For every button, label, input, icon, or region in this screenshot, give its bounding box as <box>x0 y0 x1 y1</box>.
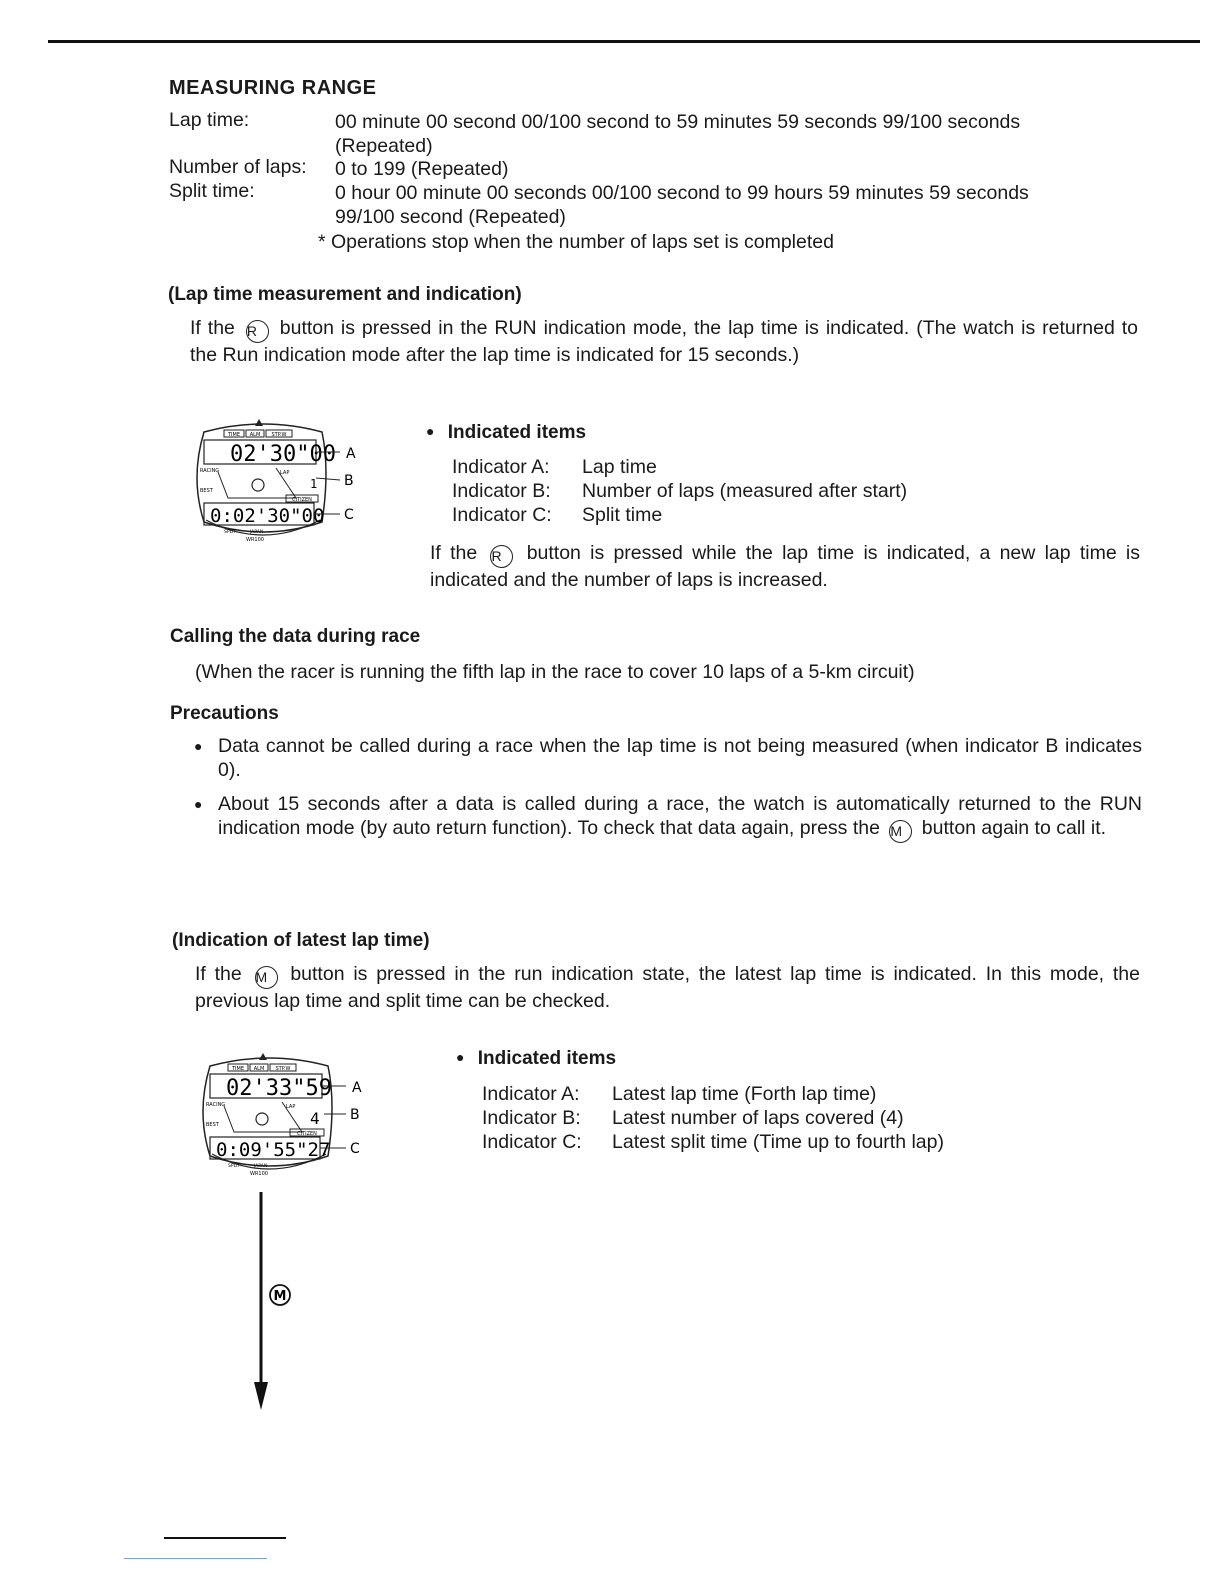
indicator-c-row-1 <box>452 503 907 527</box>
r-button-icon: R <box>490 545 513 568</box>
watch2-callout-c: C <box>350 1141 360 1157</box>
m-button-icon: M <box>273 1289 287 1304</box>
down-arrow-diagram <box>240 1190 300 1415</box>
r-button-icon: R <box>246 320 269 343</box>
lap-measurement-paragraph <box>190 316 1138 367</box>
watch2-lap-label: LAP <box>286 1104 296 1110</box>
indicator-b-row-1 <box>452 479 907 503</box>
new-lap-para-pre: If the <box>430 542 478 564</box>
watch1-japan-label: JAPAN <box>250 530 264 535</box>
watch2-best-label: BEST <box>206 1122 219 1128</box>
indicator-value: Latest split time (Time up to fourth lap) <box>612 1131 944 1153</box>
lap-time-value <box>335 110 1095 158</box>
arrow-down-icon <box>254 1382 268 1410</box>
watch1-tab-time: TIME <box>227 432 241 438</box>
indicated-items-label-2: Indicated items <box>477 1048 617 1069</box>
lap-time-value-line1: 00 minute 00 second 00/100 second to 59 minutes 59 seconds 99/100 seconds <box>335 111 1021 133</box>
indicator-a-row-1 <box>452 455 907 479</box>
watch1-brand: CITIZEN <box>292 497 312 503</box>
lap-time-label: Lap time: <box>169 109 250 131</box>
watch2-callout-b: B <box>350 1107 360 1123</box>
laps-label: Number of laps: <box>169 156 307 178</box>
split-value-line1: 0 hour 00 minute 00 seconds 00/100 second to 99 hours 59 minutes 59 seconds <box>335 182 1029 204</box>
watch1-lap-label: LAP <box>280 470 290 476</box>
watch2-tab-stpw: STP.W <box>275 1066 291 1072</box>
watch1-callout-c: C <box>344 507 354 523</box>
indicator-key: Indicator A: <box>482 1083 580 1105</box>
watch1-display-b: 1 <box>310 477 318 491</box>
top-rule <box>48 40 1200 43</box>
indicator-value: Latest number of laps covered (4) <box>612 1107 904 1129</box>
laps-value: 0 to 199 (Repeated) <box>335 158 509 180</box>
latest-paragraph <box>195 962 1140 1013</box>
bullet-icon: ● <box>456 1049 465 1065</box>
measuring-range-title: MEASURING RANGE <box>169 77 377 99</box>
precaution-1-text: Data cannot be called during a race when the lap time is not being measured (when indicator B indicates 0). <box>218 735 1142 781</box>
watch1-tab-stpw: STP.W <box>271 432 287 438</box>
indicated-items-list-2 <box>482 1082 944 1154</box>
indicated-items-title-2 <box>456 1048 616 1070</box>
indicated-items-label-1: Indicated items <box>447 422 587 443</box>
precaution-2-post: button again to call it. <box>921 817 1107 839</box>
split-value <box>335 181 1095 229</box>
indicator-value: Split time <box>582 504 663 526</box>
latest-para-post: button is pressed in the run indication state, the latest lap time is indicated. In this mode, the previous lap time and split time can be checked. <box>195 963 1140 1012</box>
indicator-value: Lap time <box>582 456 657 478</box>
calling-title: Calling the data during race <box>170 626 421 647</box>
watch1-callout-b: B <box>344 473 354 489</box>
watch1-tab-alm: ALM <box>249 432 261 438</box>
bullet-icon: ● <box>194 738 203 754</box>
watch1-display-a: 02'30"00 <box>230 442 336 467</box>
precautions-title: Precautions <box>170 703 279 724</box>
indicated-items-title-1 <box>426 422 586 444</box>
watch1-wr-label: WR100 <box>246 537 264 543</box>
watch-diagram-2 <box>186 1044 386 1189</box>
watch2-wr-label: WR100 <box>250 1171 268 1177</box>
indicator-key: Indicator C: <box>452 504 552 526</box>
indicator-a-row-2 <box>482 1082 944 1106</box>
watch2-display-b: 4 <box>310 1109 320 1128</box>
precaution-item <box>170 792 1142 843</box>
indicator-key: Indicator B: <box>452 480 551 502</box>
watch2-racing-label: RACING <box>206 1102 226 1108</box>
lap-measurement-para-post: button is pressed in the RUN indication mode, the lap time is indicated. (The watch is returned to the Run indication mode after the lap time is indicated for 15 seconds.) <box>190 317 1138 366</box>
watch1-display-c: 0:02'30"00 <box>210 505 325 527</box>
precaution-2-pre: About 15 seconds after a data is called during a race, the watch is automatically returned to the RUN indication mode (by auto return function). To check that data again, press the <box>218 793 1142 839</box>
indicator-key: Indicator A: <box>452 456 550 478</box>
watch-diagram-1 <box>180 410 380 555</box>
watch1-racing-label: RACING <box>200 468 220 474</box>
bullet-icon: ● <box>426 423 435 439</box>
calling-subtitle: (When the racer is running the fifth lap in the race to cover 10 laps of a 5-km circuit) <box>195 661 915 683</box>
latest-title: (Indication of latest lap time) <box>172 930 430 951</box>
m-button-icon: M <box>889 820 912 843</box>
watch2-tab-alm: ALM <box>253 1066 265 1072</box>
indicator-b-row-2 <box>482 1106 944 1130</box>
new-lap-paragraph <box>430 541 1140 592</box>
watch2-brand: CITIZEN <box>297 1131 317 1137</box>
watch2-display-c: 0:09'55"27 <box>216 1139 331 1161</box>
new-lap-para-post: button is pressed while the lap time is indicated, a new lap time is indicated and the number of laps is increased. <box>430 542 1141 591</box>
lap-measurement-title: (Lap time measurement and indication) <box>168 284 522 305</box>
footnote-rule <box>164 1537 286 1539</box>
operations-note: * Operations stop when the number of laps set is completed <box>318 231 834 253</box>
watch2-japan-label: JAPAN <box>254 1164 268 1169</box>
split-label: Split time: <box>169 180 255 202</box>
watch2-tab-time: TIME <box>231 1066 245 1072</box>
indicated-items-list-1 <box>452 455 907 527</box>
watch1-callout-a: A <box>346 446 356 462</box>
lap-measurement-para-pre: If the <box>190 317 235 339</box>
watch2-display-a: 02'33"59 <box>226 1076 332 1101</box>
latest-para-pre: If the <box>195 963 242 985</box>
precaution-item <box>170 734 1142 782</box>
indicator-value: Number of laps (measured after start) <box>582 480 908 502</box>
precautions-list <box>170 734 1142 853</box>
bullet-icon: ● <box>194 796 203 812</box>
watch2-callout-a: A <box>352 1080 362 1096</box>
m-button-icon: M <box>255 966 278 989</box>
lap-time-value-line2: (Repeated) <box>335 135 433 157</box>
page-edge-rule <box>124 1558 267 1559</box>
watch2-split-label: SPLIT <box>228 1164 241 1169</box>
indicator-c-row-2 <box>482 1130 944 1154</box>
indicator-key: Indicator B: <box>482 1107 581 1129</box>
watch1-split-label: SPLIT <box>224 530 237 535</box>
indicator-value: Latest lap time (Forth lap time) <box>612 1083 877 1105</box>
indicator-key: Indicator C: <box>482 1131 582 1153</box>
watch1-best-label: BEST <box>200 488 213 494</box>
split-value-line2: 99/100 second (Repeated) <box>335 206 566 228</box>
